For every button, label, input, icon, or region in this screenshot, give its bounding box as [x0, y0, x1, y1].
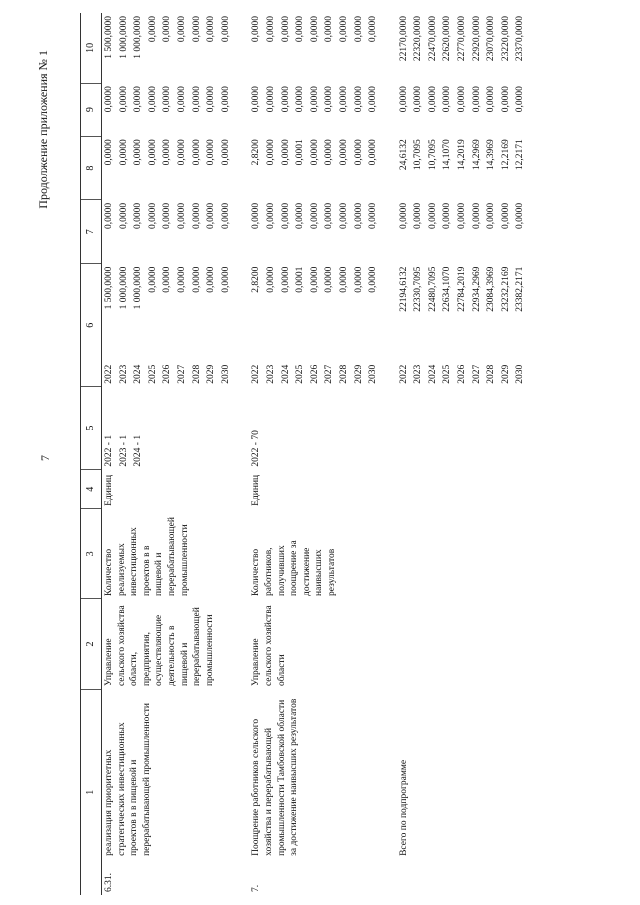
value-regional: 0,0001: [295, 139, 306, 166]
value-extrabudget: 1 000,0000: [133, 16, 144, 59]
value-local: 0,0000: [442, 86, 453, 113]
value-regional: 10,7095: [427, 139, 438, 171]
value-regional: 14,1070: [442, 139, 453, 171]
value-total: 1 000,0000: [133, 266, 144, 310]
value-federal: 0,0000: [206, 202, 217, 230]
value-regional: 14,3969: [486, 139, 497, 171]
value-extrabudget: 0,0000: [147, 16, 158, 43]
value-extrabudget: 0,0000: [280, 16, 291, 43]
value-extrabudget: 0,0000: [309, 16, 320, 43]
spacer-row: [233, 13, 249, 895]
value-federal: 0,0000: [500, 202, 511, 230]
year-cell: 2025: [147, 364, 158, 384]
table-body: [102, 13, 529, 895]
value-federal: 0,0000: [457, 202, 468, 230]
year-cell: 2024: [427, 364, 438, 384]
value-total: 0,0000: [147, 266, 158, 293]
plan-value: [322, 387, 337, 470]
table-row: [249, 13, 264, 895]
year-cell: 2024: [280, 364, 291, 384]
value-federal: 0,0000: [368, 202, 379, 230]
value-federal: 0,0000: [515, 202, 526, 230]
value-local: 0,0000: [104, 86, 114, 113]
indicator-name: Количество работников, получивших поощрение за достижение наивысших результатов: [251, 540, 337, 596]
value-regional: 0,0000: [309, 139, 320, 166]
plan-value: [411, 387, 426, 470]
value-local: 0,0000: [118, 86, 129, 113]
value-local: 0,0000: [457, 86, 468, 113]
year-cell: 2026: [162, 364, 173, 384]
plan-value: [308, 387, 323, 470]
value-federal: 0,0000: [486, 202, 497, 230]
value-local: 0,0000: [515, 86, 526, 113]
header-row: [81, 13, 102, 895]
value-federal: 0,0000: [353, 202, 364, 230]
value-federal: 0,0000: [104, 202, 114, 230]
plan-value: [160, 387, 175, 470]
plan-value: [204, 387, 219, 470]
value-total: 0,0000: [265, 266, 276, 293]
value-local: 0,0000: [147, 86, 158, 113]
plan-value: [440, 387, 455, 470]
year-cell: 2023: [265, 364, 276, 384]
year-cell: 2026: [457, 364, 468, 384]
column-header: 2: [81, 599, 102, 689]
row-number: 6.31.: [104, 873, 114, 892]
plan-value: [190, 387, 205, 470]
column-header: 5: [81, 387, 102, 470]
year-cell: 2029: [206, 364, 217, 384]
value-extrabudget: 22320,0000: [413, 16, 424, 62]
value-extrabudget: 23220,0000: [500, 16, 511, 62]
value-total: 0,0001: [295, 266, 306, 293]
plan-value: [175, 387, 190, 470]
value-regional: 0,0000: [353, 139, 364, 166]
value-total: 0,0000: [338, 266, 349, 293]
value-regional: 2,8200: [251, 139, 262, 166]
value-total: 1 000,0000: [118, 266, 129, 310]
value-total: 0,0000: [191, 266, 202, 293]
value-extrabudget: 0,0000: [176, 16, 187, 43]
value-total: 22934,2969: [471, 266, 482, 312]
value-federal: 0,0000: [427, 202, 438, 230]
plan-value: [279, 387, 294, 470]
value-local: 0,0000: [353, 86, 364, 113]
value-federal: 0,0000: [413, 202, 424, 230]
value-regional: 0,0000: [368, 139, 379, 166]
value-federal: 0,0000: [309, 202, 320, 230]
value-extrabudget: 1 500,0000: [104, 16, 114, 59]
value-total: 22330,7095: [413, 266, 424, 312]
plan-value: [470, 387, 485, 470]
row-number: 7.: [251, 884, 262, 892]
column-header: 7: [81, 200, 102, 264]
table-row: [102, 13, 117, 895]
value-regional: 0,0000: [191, 139, 202, 166]
value-local: 0,0000: [338, 86, 349, 113]
plan-value: [264, 387, 279, 470]
year-cell: 2022: [104, 364, 114, 384]
value-regional: 0,0000: [206, 139, 217, 166]
year-cell: 2027: [176, 364, 187, 384]
value-total: 0,0000: [206, 266, 217, 293]
plan-value: 2022 - 70: [251, 430, 262, 467]
value-regional: 24,6132: [398, 139, 409, 171]
plan-value: 2023 - 1: [118, 434, 129, 467]
value-federal: 0,0000: [147, 202, 158, 230]
value-extrabudget: 0,0000: [220, 16, 231, 43]
plan-value: [397, 387, 412, 470]
year-cell: 2022: [251, 364, 262, 384]
year-cell: 2028: [338, 364, 349, 384]
value-federal: 0,0000: [398, 202, 409, 230]
plan-value: [484, 387, 499, 470]
value-total: 23232,2169: [500, 266, 511, 312]
measure-name: Поощрение работников сельского хозяйства и перерабатывающей промышленности Тамбовской области за достижение наивысших результатов: [251, 698, 300, 856]
value-local: 0,0000: [251, 86, 262, 113]
total-label: Всего по подпрограмме: [398, 759, 409, 856]
value-total: 0,0000: [353, 266, 364, 293]
indicator-name: Количество реализуемых инвестиционных проектов в в пищевой и перерабатывающей промышленности: [104, 517, 190, 596]
value-federal: 0,0000: [176, 202, 187, 230]
value-extrabudget: 0,0000: [251, 16, 262, 43]
value-regional: 0,0000: [220, 139, 231, 166]
value-local: 0,0000: [413, 86, 424, 113]
value-regional: 0,0000: [118, 139, 129, 166]
value-regional: 0,0000: [265, 139, 276, 166]
value-extrabudget: 22470,0000: [427, 16, 438, 62]
column-header: 9: [81, 83, 102, 136]
unit-cell: Единиц: [251, 474, 262, 506]
value-extrabudget: 22170,0000: [398, 16, 409, 62]
executor-name: Управление сельского хозяйства области: [251, 605, 287, 687]
year-cell: 2030: [220, 364, 231, 384]
measure-name: реализация приоритетных стратегических инвестиционных проектов в в пищевой и перерабатывающей промышленности: [104, 702, 152, 856]
value-total: 0,0000: [220, 266, 231, 293]
value-federal: 0,0000: [324, 202, 335, 230]
total-row: [397, 13, 412, 895]
year-cell: 2025: [442, 364, 453, 384]
year-cell: 2030: [368, 364, 379, 384]
column-header: 10: [81, 13, 102, 83]
value-extrabudget: 0,0000: [324, 16, 335, 43]
row-number: [397, 859, 528, 895]
value-regional: 0,0000: [280, 139, 291, 166]
value-extrabudget: 0,0000: [206, 16, 217, 43]
value-local: 0,0000: [280, 86, 291, 113]
plan-value: [366, 387, 381, 470]
year-cell: 2029: [353, 364, 364, 384]
value-federal: 0,0000: [162, 202, 173, 230]
value-local: 0,0000: [191, 86, 202, 113]
value-federal: 0,0000: [295, 202, 306, 230]
year-cell: 2026: [309, 364, 320, 384]
value-total: 23382,2171: [515, 266, 526, 312]
spacer-cell: [233, 13, 249, 895]
value-local: 0,0000: [176, 86, 187, 113]
value-extrabudget: 0,0000: [368, 16, 379, 43]
value-regional: 12,2171: [515, 139, 526, 171]
value-federal: 0,0000: [133, 202, 144, 230]
value-extrabudget: 0,0000: [162, 16, 173, 43]
value-regional: 10,7095: [413, 139, 424, 171]
value-federal: 0,0000: [220, 202, 231, 230]
value-federal: 0,0000: [471, 202, 482, 230]
value-total: 0,0000: [162, 266, 173, 293]
column-header: 4: [81, 470, 102, 509]
value-federal: 0,0000: [191, 202, 202, 230]
value-local: 0,0000: [220, 86, 231, 113]
value-regional: 0,0000: [162, 139, 173, 166]
value-extrabudget: 23070,0000: [486, 16, 497, 62]
value-total: 0,0000: [176, 266, 187, 293]
plan-value: [146, 387, 161, 470]
value-extrabudget: 22920,0000: [471, 16, 482, 62]
year-cell: 2023: [118, 364, 129, 384]
value-total: 22784,2019: [457, 266, 468, 312]
column-header: 3: [81, 509, 102, 599]
unit-cell: Единиц: [104, 474, 114, 506]
value-regional: 0,0000: [147, 139, 158, 166]
plan-value: [426, 387, 441, 470]
value-federal: 0,0000: [338, 202, 349, 230]
value-regional: 0,0000: [338, 139, 349, 166]
spacer-cell: [381, 13, 397, 895]
value-federal: 0,0000: [118, 202, 129, 230]
value-local: 0,0000: [133, 86, 144, 113]
plan-value: [513, 387, 528, 470]
plan-value: [337, 387, 352, 470]
value-total: 22634,1070: [442, 266, 453, 312]
value-local: 0,0000: [368, 86, 379, 113]
value-extrabudget: 0,0000: [191, 16, 202, 43]
value-local: 0,0000: [162, 86, 173, 113]
value-total: 0,0000: [280, 266, 291, 293]
plan-value: [219, 387, 234, 470]
year-cell: 2023: [413, 364, 424, 384]
value-local: 0,0000: [206, 86, 217, 113]
plan-value: [455, 387, 470, 470]
value-regional: 12,2169: [500, 139, 511, 171]
value-local: 0,0000: [295, 86, 306, 113]
executor-name: Управление сельского хозяйства области, предприятия, осуществляющие деятельность в пищевой и перерабатывающей промышленности: [104, 605, 215, 687]
year-cell: 2024: [133, 364, 144, 384]
value-extrabudget: 22620,0000: [442, 16, 453, 62]
value-total: 0,0000: [324, 266, 335, 293]
year-cell: 2028: [191, 364, 202, 384]
value-federal: 0,0000: [280, 202, 291, 230]
year-cell: 2027: [324, 364, 335, 384]
plan-value: 2022 - 1: [104, 434, 114, 467]
column-header: 1: [81, 689, 102, 895]
value-total: 1 500,0000: [104, 266, 114, 310]
value-regional: 0,0000: [133, 139, 144, 166]
value-total: 2,8200: [251, 266, 262, 293]
year-cell: 2022: [398, 364, 409, 384]
value-federal: 0,0000: [442, 202, 453, 230]
value-regional: 14,2969: [471, 139, 482, 171]
value-total: 22194,6132: [398, 266, 409, 312]
plan-value: [352, 387, 367, 470]
value-regional: 0,0000: [324, 139, 335, 166]
value-local: 0,0000: [471, 86, 482, 113]
year-cell: 2027: [471, 364, 482, 384]
plan-value: 2024 - 1: [133, 434, 144, 467]
value-extrabudget: 0,0000: [353, 16, 364, 43]
value-federal: 0,0000: [251, 202, 262, 230]
value-total: 0,0000: [309, 266, 320, 293]
year-cell: 2029: [500, 364, 511, 384]
value-extrabudget: 1 000,0000: [118, 16, 129, 59]
plan-value: [293, 387, 308, 470]
value-total: 23084,3969: [486, 266, 497, 312]
value-local: 0,0000: [398, 86, 409, 113]
value-regional: 0,0000: [176, 139, 187, 166]
value-local: 0,0000: [427, 86, 438, 113]
value-total: 0,0000: [368, 266, 379, 293]
value-extrabudget: 23370,0000: [515, 16, 526, 62]
value-total: 22480,7095: [427, 266, 438, 312]
value-local: 0,0000: [265, 86, 276, 113]
year-cell: 2030: [515, 364, 526, 384]
program-table: [80, 13, 528, 895]
value-local: 0,0000: [486, 86, 497, 113]
year-cell: 2025: [295, 364, 306, 384]
value-regional: 14,2019: [457, 139, 468, 171]
value-extrabudget: 0,0000: [338, 16, 349, 43]
column-header: 8: [81, 136, 102, 200]
column-header: 6: [81, 264, 102, 387]
value-local: 0,0000: [500, 86, 511, 113]
page-number: 7: [38, 455, 52, 461]
value-extrabudget: 22770,0000: [457, 16, 468, 62]
value-local: 0,0000: [324, 86, 335, 113]
value-regional: 0,0000: [104, 139, 114, 166]
plan-value: [499, 387, 514, 470]
value-extrabudget: 0,0000: [295, 16, 306, 43]
value-local: 0,0000: [309, 86, 320, 113]
appendix-continuation: Продолжение приложения № 1: [36, 50, 50, 209]
value-federal: 0,0000: [265, 202, 276, 230]
spacer-row: [381, 13, 397, 895]
value-extrabudget: 0,0000: [265, 16, 276, 43]
year-cell: 2028: [486, 364, 497, 384]
